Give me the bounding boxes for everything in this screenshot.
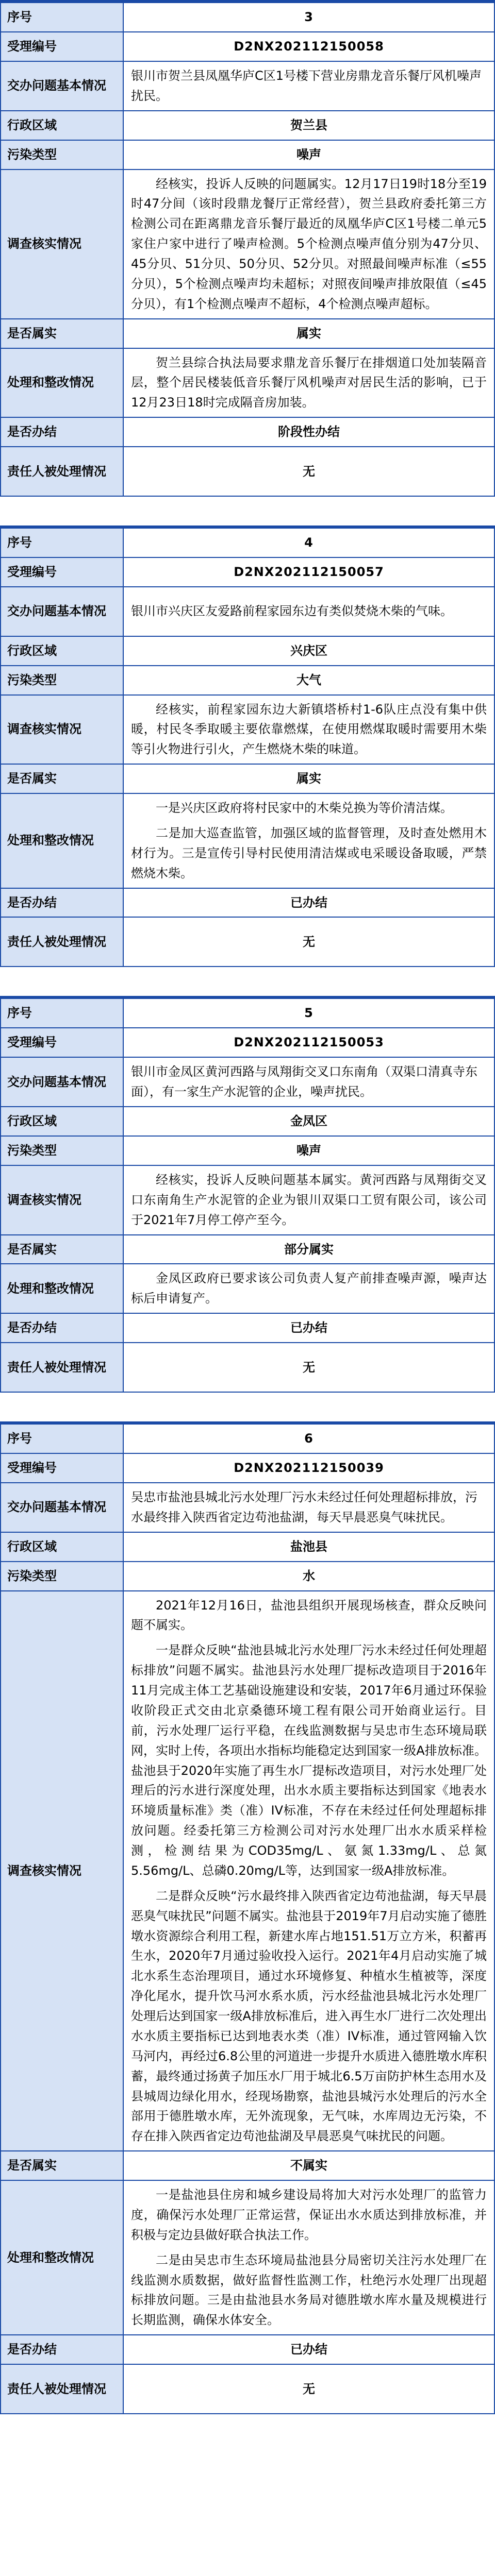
- id-label: 受理编号: [1, 557, 123, 587]
- handling-value: [123, 793, 494, 888]
- region-label: 行政区域: [1, 1532, 123, 1562]
- investigation-label: 调查核实情况: [1, 1165, 123, 1235]
- handling-value: [123, 1264, 494, 1313]
- complaint-record: [0, 526, 495, 967]
- region-value: 贺兰县: [123, 111, 494, 140]
- complaint-record: [0, 1421, 495, 2414]
- investigation-value: [123, 1591, 494, 2151]
- investigation-paragraph: 一是群众反映“盐池县城北污水处理厂污水未经过任何处理超标排放”问题不属实。盐池县污水处理厂提标改造项目于2016年11月完成主体工艺基础设施建设和安装，2017年6月通过环保验收阶段正式交由北京桑德环境工程有限公司开始商业运行。目前，污水处理厂运行平稳，在线监测数据与吴忠市生态环境局联网，实时上传，各项出水指标均能稳定达到国家一级A排放标准。盐池县于2020年实施了再生水厂提标改造项目，对污水处理厂处理后的污水进行深度处理，出水水质主要指标达到国家《地表水环境质量标准》类（准）IV标准，不存在未经过任何处理超标排放问题。经委托第三方检测公司对污水处理厂出水水质采样检测，检测结果为COD35mg/L、氨氮1.33mg/L、总氮5.56mg/L、总磷0.20mg/L等，达到国家一级A排放标准。: [131, 1643, 487, 1878]
- true-label: 是否属实: [1, 764, 123, 793]
- investigation-value: [123, 1165, 494, 1235]
- person-value: 无: [123, 917, 494, 967]
- investigation-paragraph: 经核实，投诉人反映问题基本属实。黄河西路与凤翔街交叉口东南角生产水泥管的企业为银川双渠口工贸有限公司，该公司于2021年7月停工停产至今。: [131, 1172, 487, 1227]
- type-label: 污染类型: [1, 1562, 123, 1591]
- person-label: 责任人被处理情况: [1, 1343, 123, 1392]
- handling-paragraph: 一是兴庆区政府将村民家中的木柴兑换为等价清洁煤。: [156, 801, 453, 815]
- investigation-paragraph: 二是群众反映“污水最终排入陕西省定边苟池盐湖，每天早晨恶臭气味扰民”问题不属实。盐池县于2019年7月启动实施了德胜墩水资源综合利用工程，新建水库占地151.51万立方米，积蓄再生水，2020年7月通过验收投入运行。2021年4月启动实施了城北水系生态治理项目，通过水环境修复、种植水生植被等，深度净化尾水，提升饮马河水系水质，污水经盐池县城北污水处理厂处理后达到国家一级A排放标准后，进入再生水厂进行二次处理出水水质主要指标已达到地表水类（准）IV标准，通过管网输入饮马河内，再经过6.8公里的河道进一步提升水质进入德胜墩水库积蓄，最终通过扬黄子加压水厂用于城北6.5万亩防护林生态用水及县城周边绿化用水，经现场勘察，盐池县城污水处理后的污水全部用于德胜墩水库，无外流现象，无气味，水库周边无污染，不存在排入陕西省定边苟池盐湖及早晨恶臭气味扰民的问题。: [131, 1888, 487, 2144]
- handling-paragraph: 二是由吴忠市生态环境局盐池县分局密切关注污水处理厂在线监测水质数据，做好监督性监测工作，杜绝污水处理厂出现超标排放问题。三是由盐池县水务局对德胜墩水库水量及规模进行长期监测，确保水体安全。: [131, 2252, 487, 2328]
- region-label: 行政区域: [1, 1107, 123, 1136]
- id-label: 受理编号: [1, 32, 123, 61]
- id-value: D2NX202112150058: [123, 32, 494, 61]
- person-value: 无: [123, 447, 494, 496]
- issue-value: 银川市金凤区黄河西路与凤翔街交叉口东南角（双渠口清真寺东面），有一家生产水泥管的企业，噪声扰民。: [123, 1057, 494, 1107]
- handling-paragraph: 金凤区政府已要求该公司负责人复产前排查噪声源，噪声达标后申请复产。: [131, 1271, 487, 1306]
- region-value: 金凤区: [123, 1107, 494, 1136]
- true-value: 属实: [123, 764, 494, 793]
- true-label: 是否属实: [1, 1235, 123, 1264]
- region-label: 行政区域: [1, 111, 123, 140]
- true-value: 属实: [123, 319, 494, 348]
- person-value: 无: [123, 2364, 494, 2414]
- true-value: 不属实: [123, 2151, 494, 2180]
- complaint-record: [0, 0, 495, 497]
- seq-value: 6: [123, 1424, 494, 1453]
- type-value: 噪声: [123, 1136, 494, 1165]
- type-value: 水: [123, 1562, 494, 1591]
- handling-paragraph: 贺兰县综合执法局要求鼎龙音乐餐厅在排烟道口处加装隔音层，整个居民楼装低音乐餐厅风机噪声对居民生活的影响，已于12月23日18时完成隔音房加装。: [131, 355, 487, 410]
- record-table: [0, 528, 495, 967]
- handling-value: [123, 348, 494, 418]
- handling-paragraph: 二是加大巡查监管，加强区域的监督管理，及时查处燃用木材行为。三是宣传引导村民使用清洁煤或电采暖设备取暖，严禁燃烧木柴。: [131, 825, 487, 880]
- issue-value: 银川市兴庆区友爱路前程家园东边有类似焚烧木柴的气味。: [123, 587, 494, 636]
- handling-paragraph: 一是盐池县住房和城乡建设局将加大对污水处理厂的监管力度，确保污水处理厂正常运营，保证出水水质达到排放标准，并积极与定边县做好联合执法工作。: [131, 2188, 487, 2242]
- done-value: 已办结: [123, 888, 494, 918]
- done-value: 已办结: [123, 2335, 494, 2364]
- type-value: 大气: [123, 666, 494, 695]
- type-label: 污染类型: [1, 140, 123, 170]
- handling-label: 处理和整改情况: [1, 2180, 123, 2335]
- investigation-label: 调查核实情况: [1, 170, 123, 319]
- complaint-record: [0, 996, 495, 1393]
- investigation-label: 调查核实情况: [1, 1591, 123, 2151]
- done-label: 是否办结: [1, 417, 123, 447]
- issue-value: 吴忠市盐池县城北污水处理厂污水未经过任何处理超标排放，污水最终排入陕西省定边苟池盐湖，每天早晨恶臭气味扰民。: [123, 1483, 494, 1532]
- handling-label: 处理和整改情况: [1, 1264, 123, 1313]
- id-label: 受理编号: [1, 1028, 123, 1057]
- person-label: 责任人被处理情况: [1, 447, 123, 496]
- issue-label: 交办问题基本情况: [1, 587, 123, 636]
- issue-label: 交办问题基本情况: [1, 61, 123, 111]
- handling-value: [123, 2180, 494, 2335]
- id-value: D2NX202112150053: [123, 1028, 494, 1057]
- seq-value: 4: [123, 528, 494, 557]
- region-label: 行政区域: [1, 636, 123, 666]
- person-value: 无: [123, 1343, 494, 1392]
- true-label: 是否属实: [1, 2151, 123, 2180]
- record-table: [0, 1423, 495, 2414]
- investigation-paragraph: 经核实，投诉人反映的问题属实。12月17日19时18分至19时47分间（该时段鼎龙餐厅正常经营），贺兰县政府委托第三方检测公司在距离鼎龙音乐餐厅最近的凤凰华庐C区1号楼二单元5家住户家中进行了噪声检测。5个检测点噪声值分别为47分贝、45分贝、51分贝、50分贝、52分贝。对照最间噪声标准（≤55分贝），5个检测点噪声均未超标；对照夜间噪声排放限值（≤45分贝），有1个检测点噪声不超标，4个检测点噪声超标。: [131, 176, 487, 311]
- handling-label: 处理和整改情况: [1, 793, 123, 888]
- investigation-value: [123, 170, 494, 319]
- seq-value: 5: [123, 998, 494, 1028]
- issue-label: 交办问题基本情况: [1, 1483, 123, 1532]
- investigation-value: [123, 695, 494, 765]
- seq-label: 序号: [1, 528, 123, 557]
- record-table: [0, 2, 495, 497]
- handling-label: 处理和整改情况: [1, 348, 123, 418]
- id-value: D2NX202112150039: [123, 1453, 494, 1483]
- done-value: 已办结: [123, 1313, 494, 1343]
- seq-value: 3: [123, 3, 494, 32]
- investigation-label: 调查核实情况: [1, 695, 123, 765]
- investigation-paragraph: 经核实，前程家园东边大新镇塔桥村1-6队庄点没有集中供暖，村民冬季取暖主要依靠燃煤，在使用燃煤取暖时需要用木柴等引火物进行引火，产生燃烧木柴的味道。: [131, 702, 487, 757]
- true-label: 是否属实: [1, 319, 123, 348]
- seq-label: 序号: [1, 998, 123, 1028]
- id-label: 受理编号: [1, 1453, 123, 1483]
- issue-value: 银川市贺兰县凤凰华庐C区1号楼下营业房鼎龙音乐餐厅风机噪声扰民。: [123, 61, 494, 111]
- type-value: 噪声: [123, 140, 494, 170]
- investigation-paragraph: 2021年12月16日，盐池县组织开展现场核查，群众反映问题不属实。: [131, 1598, 487, 1633]
- person-label: 责任人被处理情况: [1, 917, 123, 967]
- seq-label: 序号: [1, 1424, 123, 1453]
- true-value: 部分属实: [123, 1235, 494, 1264]
- region-value: 兴庆区: [123, 636, 494, 666]
- type-label: 污染类型: [1, 1136, 123, 1165]
- issue-label: 交办问题基本情况: [1, 1057, 123, 1107]
- done-label: 是否办结: [1, 2335, 123, 2364]
- type-label: 污染类型: [1, 666, 123, 695]
- region-value: 盐池县: [123, 1532, 494, 1562]
- seq-label: 序号: [1, 3, 123, 32]
- record-table: [0, 998, 495, 1393]
- id-value: D2NX202112150057: [123, 557, 494, 587]
- done-label: 是否办结: [1, 1313, 123, 1343]
- done-value: 阶段性办结: [123, 417, 494, 447]
- person-label: 责任人被处理情况: [1, 2364, 123, 2414]
- done-label: 是否办结: [1, 888, 123, 918]
